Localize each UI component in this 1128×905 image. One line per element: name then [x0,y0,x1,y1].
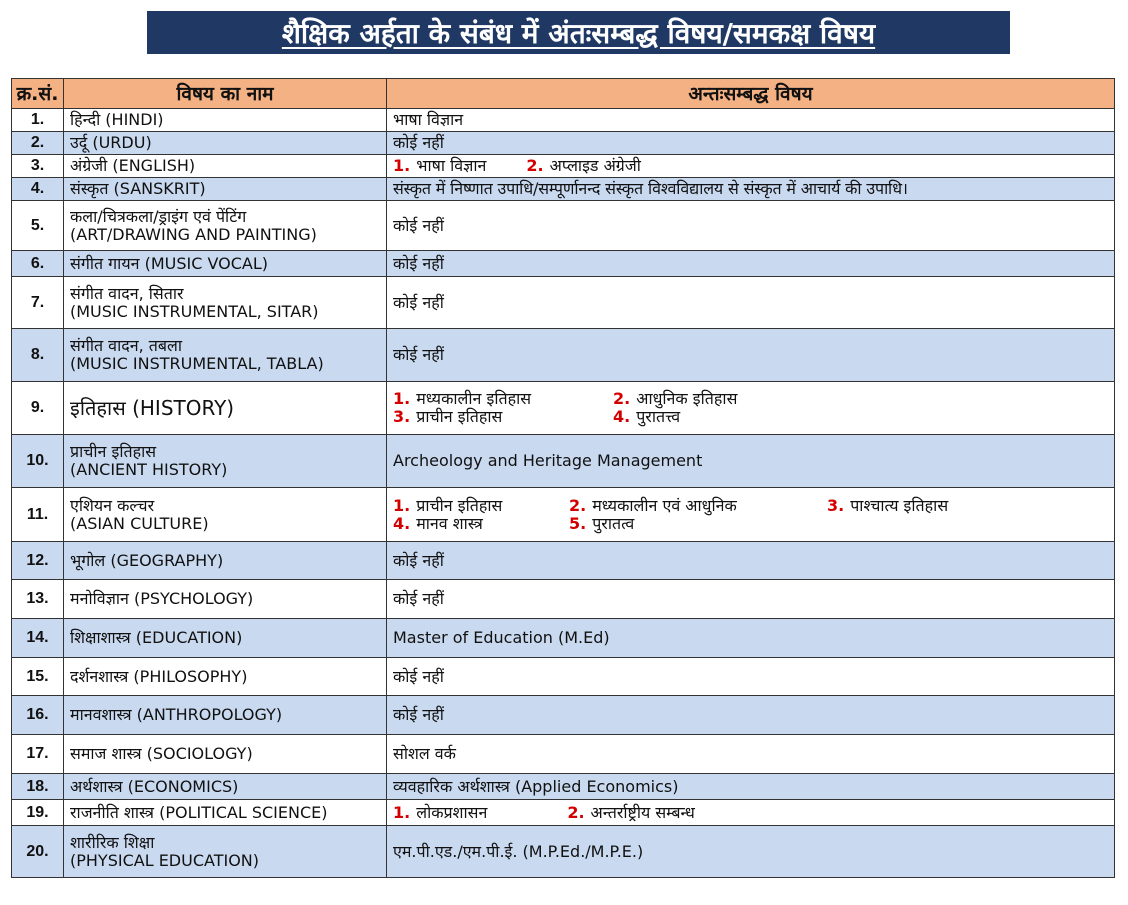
related-item [567,804,694,822]
item-text: लोकप्रशासन [416,802,488,822]
serial-number: 1. [12,109,64,132]
item-number: 3. [827,495,845,515]
subject-name [64,251,387,277]
table-row [12,774,1115,800]
related-text: कोई नहीं [393,215,444,235]
subject-name [64,382,387,435]
subject-line: (ANCIENT HISTORY) [70,460,228,479]
serial-number: 14. [12,619,64,658]
related-text: संस्कृत में निष्णात उपाधि/सम्पूर्णानन्द संस्कृत विश्वविद्यालय से संस्कृत में आचार्य की उपाधि। [393,179,908,198]
subject-line: शिक्षाशास्त्र (EDUCATION) [70,628,243,647]
related-text: कोई नहीं [393,666,444,686]
subject-line: (ASIAN CULTURE) [70,513,209,533]
subject-name [64,155,387,178]
table-row [12,735,1115,774]
item-text: पुरातत्व [592,513,635,533]
serial-number: 5. [12,201,64,251]
item-number: 1. [393,495,411,515]
related-text: कोई नहीं [393,705,444,724]
item-number: 2. [567,802,585,822]
serial-number: 16. [12,696,64,735]
item-text: आधुनिक इतिहास [636,389,738,408]
serial-number: 12. [12,542,64,580]
table-row [12,277,1115,329]
serial-number: 19. [12,800,64,826]
subject-line: प्राचीन इतिहास [70,442,157,461]
related-line [393,515,1108,533]
table-row [12,132,1115,155]
table-row [12,109,1115,132]
table-row [12,696,1115,735]
table-row [12,155,1115,178]
item-number: 1. [393,156,411,175]
table-row [12,619,1115,658]
serial-number: 7. [12,277,64,329]
subject-line: समाज शास्त्र (SOCIOLOGY) [70,744,253,763]
related-subject [387,109,1115,132]
item-text: प्राचीन इतिहास [416,407,503,426]
table-row [12,435,1115,488]
item-number: 1. [393,802,411,822]
item-text: मध्यकालीन इतिहास [416,389,532,408]
subject-line: हिन्दी (HINDI) [70,110,164,129]
item-text: प्राचीन इतिहास [416,495,503,515]
item-number: 2. [569,495,587,515]
item-number: 2. [613,389,631,408]
related-subject [387,800,1115,826]
serial-number: 4. [12,178,64,201]
related-item [526,157,640,175]
related-line [393,408,1108,426]
header-related: अन्तःसम्बद्ध विषय [387,79,1115,109]
item-text: पुरातत्त्व [636,407,681,426]
item-number: 5. [569,513,587,533]
related-text: Master of Education (M.Ed) [393,628,610,647]
related-item [393,515,569,533]
related-subject [387,132,1115,155]
serial-number: 3. [12,155,64,178]
table-row [12,488,1115,542]
related-text: सोशल वर्क [393,744,456,763]
title-banner [147,11,1010,54]
subject-line: कला/चित्रकला/ड्राइंग एवं पेंटिंग [70,206,247,226]
related-subject [387,826,1115,878]
related-subject [387,382,1115,435]
subject-line: राजनीति शास्त्र (POLITICAL SCIENCE) [70,802,328,822]
subject-line: मनोविज्ञान (PSYCHOLOGY) [70,589,254,608]
related-item [393,157,486,175]
subject-line: (MUSIC INSTRUMENTAL, SITAR) [70,301,319,321]
item-text: मध्यकालीन एवं आधुनिक [592,495,737,515]
related-subject [387,155,1115,178]
subject-line: उर्दू (URDU) [70,133,152,152]
subject-name [64,132,387,155]
serial-number: 10. [12,435,64,488]
subject-name [64,277,387,329]
item-text: पाश्चात्य इतिहास [850,495,949,515]
related-item [569,497,827,515]
subject-line: अर्थशास्त्र (ECONOMICS) [70,776,239,796]
table-row [12,542,1115,580]
related-subject [387,201,1115,251]
related-text: एम.पी.एड./एम.पी.ई. (M.P.Ed./M.P.E.) [393,841,644,861]
related-item [393,408,613,426]
serial-number: 15. [12,658,64,696]
related-text: कोई नहीं [393,550,444,570]
subjects-table [11,78,1115,878]
related-text: Archeology and Heritage Management [393,451,703,470]
table-row [12,800,1115,826]
table-header-row [12,79,1115,109]
related-subject [387,658,1115,696]
item-number: 4. [613,407,631,426]
item-number: 4. [393,513,411,533]
serial-number: 20. [12,826,64,878]
table-row [12,251,1115,277]
subject-name [64,488,387,542]
related-item [613,390,737,408]
page-title: शैक्षिक अर्हता के संबंध में अंतःसम्बद्ध विषय/समकक्ष विषय [281,16,876,50]
table-row [12,329,1115,382]
serial-number: 13. [12,580,64,619]
subject-name [64,826,387,878]
subject-line: दर्शनशास्त्र (PHILOSOPHY) [70,666,248,686]
subject-name [64,658,387,696]
serial-number: 18. [12,774,64,800]
subject-line: संगीत वादन, तबला [70,336,183,355]
subject-name [64,201,387,251]
related-subject [387,542,1115,580]
subject-line: संस्कृत (SANSKRIT) [70,179,206,198]
related-line [393,390,1108,408]
related-item [827,497,948,515]
subject-line: संगीत गायन (MUSIC VOCAL) [70,253,268,273]
item-number: 1. [393,389,411,408]
related-item [393,390,613,408]
related-text: कोई नहीं [393,133,444,152]
table-row [12,826,1115,878]
subject-name [64,329,387,382]
table-row [12,658,1115,696]
subject-line: मानवशास्त्र (ANTHROPOLOGY) [70,705,283,724]
subject-line: शारीरिक शिक्षा [70,832,155,852]
table-row [12,382,1115,435]
item-text: अन्तर्राष्ट्रीय सम्बन्ध [590,802,695,822]
related-subject [387,277,1115,329]
subject-name [64,774,387,800]
item-number: 2. [526,156,544,175]
header-serial: क्र.सं. [12,79,64,109]
subject-name [64,800,387,826]
related-text: कोई नहीं [393,589,444,608]
related-item [569,515,827,533]
related-text: व्यवहारिक अर्थशास्त्र (Applied Economics) [393,776,679,796]
related-item [613,408,680,426]
subject-line: (MUSIC INSTRUMENTAL, TABLA) [70,354,324,373]
header-subject: विषय का नाम [64,79,387,109]
related-line [393,497,1108,515]
item-text: भाषा विज्ञान [416,156,487,175]
serial-number: 11. [12,488,64,542]
subject-name [64,542,387,580]
subject-name [64,178,387,201]
subject-name [64,580,387,619]
related-text: भाषा विज्ञान [393,110,464,129]
subject-name [64,696,387,735]
related-item [393,497,569,515]
related-subject [387,619,1115,658]
subject-name [64,619,387,658]
subject-line: संगीत वादन, सितार [70,283,184,303]
related-text: कोई नहीं [393,345,444,364]
related-text: कोई नहीं [393,253,444,273]
related-subject [387,329,1115,382]
table-row [12,201,1115,251]
table-row [12,178,1115,201]
subject-name [64,109,387,132]
related-subject [387,251,1115,277]
subject-name [64,435,387,488]
subject-line: अंग्रेजी (ENGLISH) [70,156,196,175]
related-subject [387,435,1115,488]
subject-line: भूगोल (GEOGRAPHY) [70,550,224,570]
subject-line: एशियन कल्चर [70,495,155,515]
subject-name [64,735,387,774]
serial-number: 9. [12,382,64,435]
subject-line: (ART/DRAWING AND PAINTING) [70,224,317,244]
related-subject [387,488,1115,542]
serial-number: 8. [12,329,64,382]
serial-number: 2. [12,132,64,155]
related-item [393,804,487,822]
related-subject [387,774,1115,800]
item-text: मानव शास्त्र [416,513,483,533]
serial-number: 6. [12,251,64,277]
item-number: 3. [393,407,411,426]
related-subject [387,580,1115,619]
related-subject [387,696,1115,735]
table-row [12,580,1115,619]
subject-line: (PHYSICAL EDUCATION) [70,850,259,870]
related-subject [387,178,1115,201]
related-text: कोई नहीं [393,292,444,312]
item-text: अप्लाइड अंग्रेजी [549,156,641,175]
serial-number: 17. [12,735,64,774]
related-subject [387,735,1115,774]
subject-line: इतिहास (HISTORY) [70,396,235,420]
